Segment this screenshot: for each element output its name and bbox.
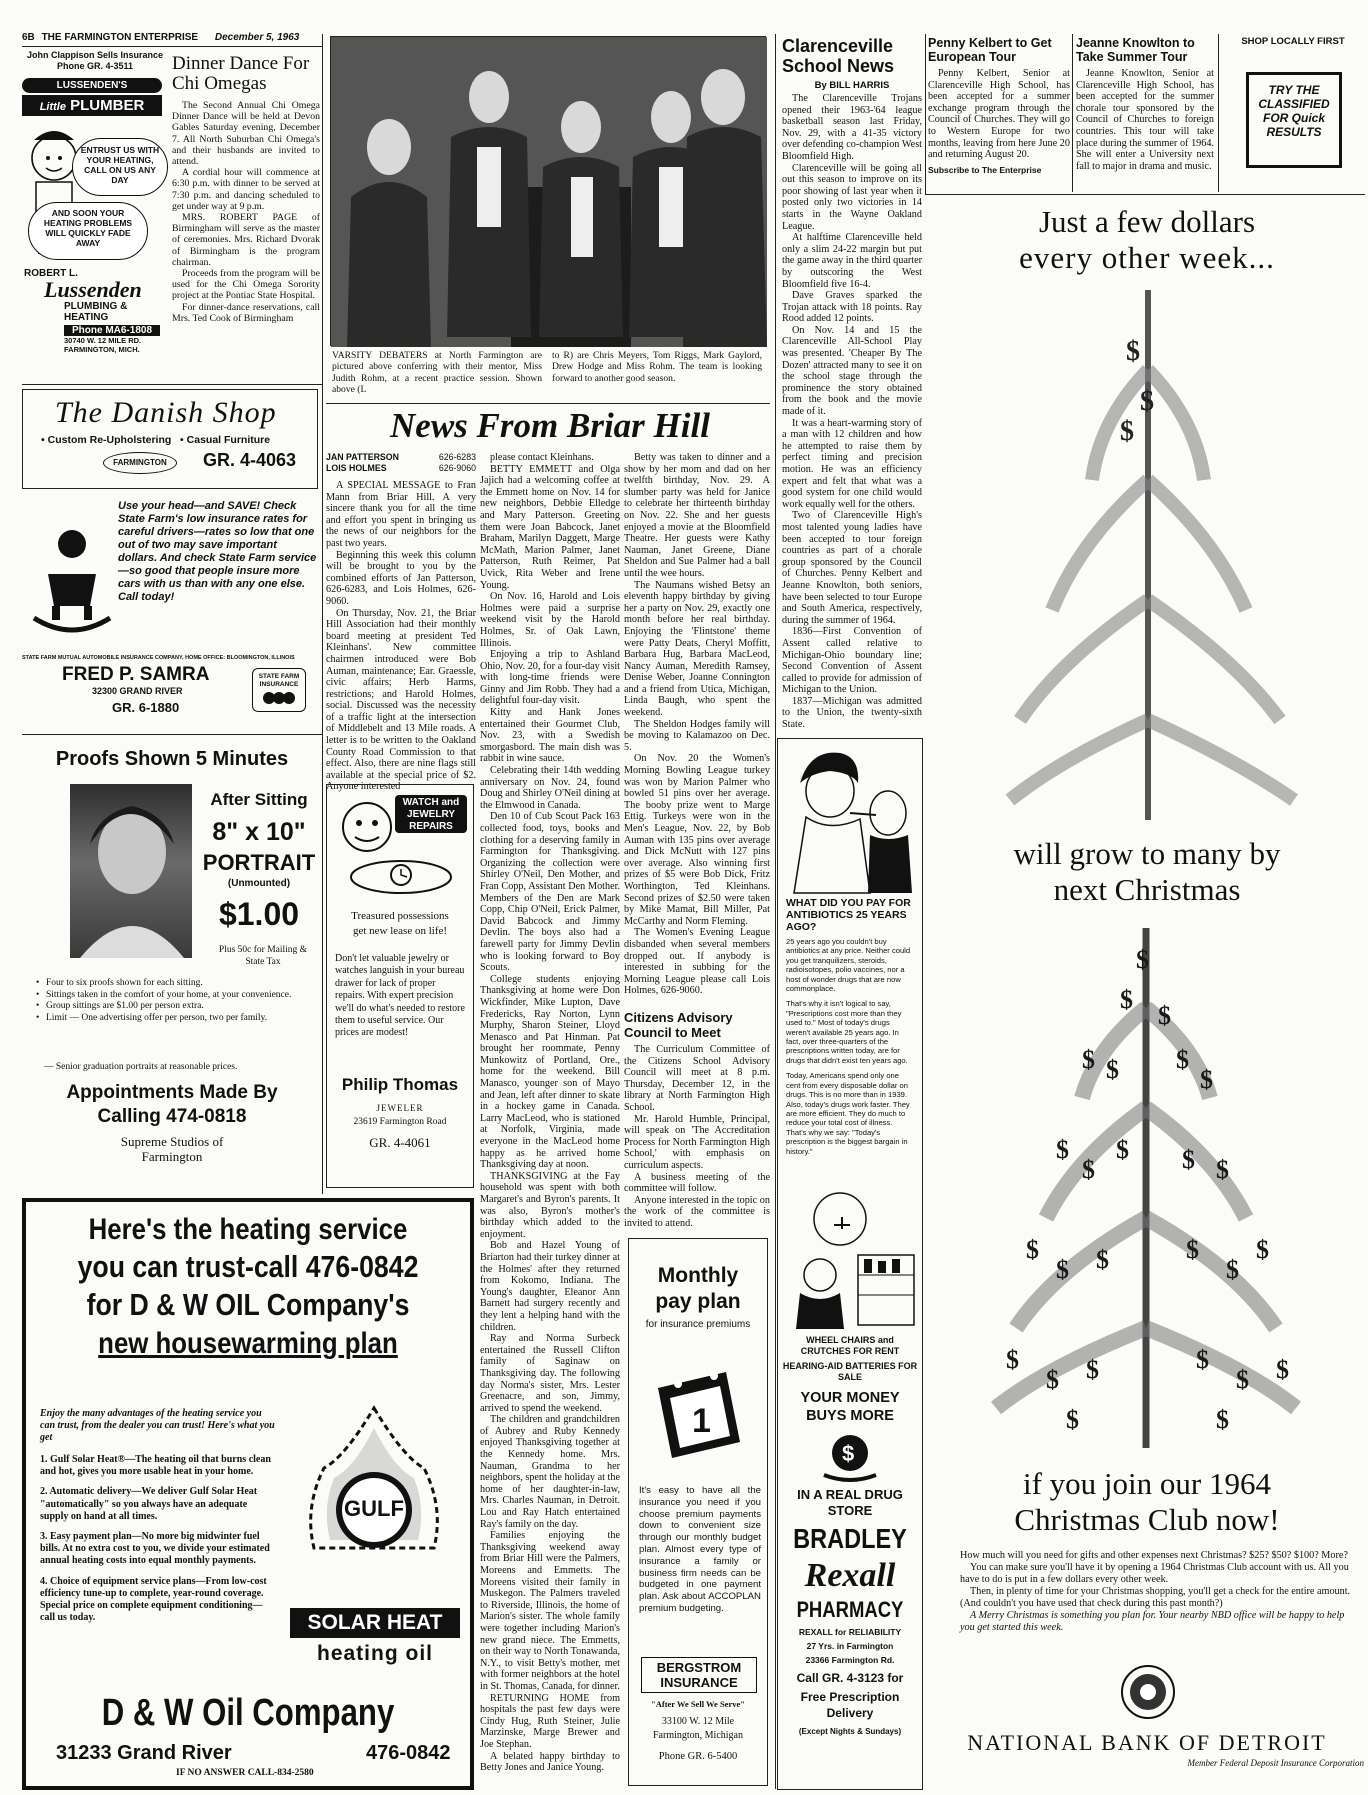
free-delivery: Free Prescription Delivery bbox=[800, 1690, 900, 1720]
bergstrom-ad bbox=[628, 1238, 768, 1786]
svg-text:$: $ bbox=[1126, 336, 1140, 367]
lussenden-banner: LUSSENDEN'S bbox=[22, 78, 162, 93]
appointments: Appointments Made By bbox=[66, 1082, 278, 1103]
drug-address: 23366 Farmington Rd. bbox=[805, 1655, 895, 1665]
svg-text:$: $ bbox=[1082, 1155, 1095, 1184]
penny-headline: Penny Kelbert to Get European Tour bbox=[928, 36, 1052, 64]
portrait-bullet: • Sittings taken in the comfort of your home, at your convenience. bbox=[36, 990, 320, 1002]
svg-text:$: $ bbox=[1056, 1255, 1069, 1284]
state-farm-badge: STATE FARM INSURANCE bbox=[252, 668, 306, 712]
gulf-logo: GULF bbox=[344, 1496, 404, 1521]
jeweler-icon bbox=[331, 791, 471, 901]
danish-shop-name: The Danish Shop bbox=[55, 396, 277, 429]
briar-hill-headline: News From Briar Hill bbox=[390, 406, 710, 445]
nbd-lower-2: Christmas Club now! bbox=[1014, 1502, 1280, 1537]
heating-oil: heating oil bbox=[317, 1642, 433, 1665]
drug-years: 27 Yrs. in Farmington bbox=[806, 1641, 894, 1651]
portrait-size: 8" x 10" bbox=[212, 818, 306, 846]
solar-heat: SOLAR HEAT bbox=[290, 1608, 460, 1638]
small-money-tree-icon bbox=[1000, 280, 1300, 820]
senior-note: — Senior graduation portraits at reasonable prices. bbox=[44, 1062, 238, 1072]
except-nights: (Except Nights & Sundays) bbox=[798, 1727, 902, 1736]
svg-text:$: $ bbox=[1140, 386, 1154, 417]
nbd-body: How much will you need for gifts and other expenses next Christmas? $25? $50? $100? More? You can make sure you'll have it by opening a 1964 Christmas Club account with us. All you have to do is put in a few dollars every other week. Then, in plenty of time for your Christmas shopping, you'll get a check for the entire amount. (And couldn't you have used that check during this past month?) A Merry Christmas is something you plan for. Your nearby NBD office will be happy to help you get started this week. bbox=[960, 1550, 1351, 1633]
drug-paragraphs: 25 years ago you couldn't buy antibiotics at any price. Neither could you get tranquilizers, steroids, radioisotopes, polio vaccines, nor a host of wonder drugs that are now commonplace. That's why it isn't logical to say, "Prescriptions cost more than they used to." Most of today's drugs weren't available 25 years ago. In fact, over three-quarters of the prescriptions written today, are for drugs that didn't exist ten years ago. Today, Americans spend only one cent from every disposable dollar on drugs. This is no more than in 1939. Also, today's drugs work faster. They are more efficient. They do much to reduce your total cost of illness. That's why we say: "Today's prescription is the biggest bargain in history." bbox=[786, 937, 911, 1156]
debaters-photo bbox=[330, 36, 766, 346]
little-plumber-logo: Little PLUMBER bbox=[22, 95, 162, 116]
dinner-dance-article: Dinner Dance For Chi Omegas The Second Annual Chi Omega Dinner Dance will be held at Devon Gables Saturday evening, December 7. All North Suburban Chi Omega's and their husbands are invited to attend. A cordial hour will commence at 6:30 p.m. with dinner to be served at 7:30 p.m. and dancing scheduled to get under way at 9 p.m. MRS. ROBERT PAGE of Birmingham will serve as the master of ceremonies. Mrs. Richard Dvorak of Birmingham is the program chairman. Proceeds from the program will be used for the Chi Omega Sorority project at the Pontiac State Hospital. For dinner-dance reservations, call Mrs. Ted Cook of Birmingham bbox=[172, 53, 320, 324]
nbd-christmas-ad bbox=[930, 198, 1364, 1790]
danish-phone: GR. 4-4063 bbox=[203, 450, 297, 470]
svg-text:$: $ bbox=[1226, 1255, 1239, 1284]
svg-text:$: $ bbox=[1200, 1065, 1213, 1094]
svg-text:$: $ bbox=[1182, 1145, 1195, 1174]
watch-tagline: Treasured possessions get new lease on life! bbox=[351, 910, 449, 937]
bergstrom-sub: for insurance premiums bbox=[645, 1319, 751, 1330]
state-farm-fine-print: STATE FARM MUTUAL AUTOMOBILE INSURANCE COMPANY, HOME OFFICE: BLOOMINGTON, ILLINOIS bbox=[22, 655, 295, 661]
nbd-headline-2: every other week... bbox=[1019, 240, 1275, 275]
nbd-bank-name: NATIONAL BANK OF DETROIT bbox=[967, 1730, 1327, 1755]
svg-text:$: $ bbox=[1216, 1155, 1229, 1184]
heating-headline-3: for D & W OIL Company's bbox=[86, 1287, 410, 1322]
svg-text:$: $ bbox=[842, 1441, 855, 1466]
coin-hand-icon bbox=[820, 1431, 880, 1481]
svg-text:$: $ bbox=[1120, 416, 1134, 447]
clarenceville-article: Clarenceville School News By BILL HARRIS The Clarenceville Trojans opened their 1963-'64 league basketball season last Friday, Nov. 29, with a 41-35 victory over defending co-champion West Bloomfield High. Clarenceville will be going all out this season to improve on its poor showing of last year when it posted only two victories in 14 starts in the Wayne Oakland League. At halftime Clarenceville held only a slim 24-22 margin but put the game away in the third quarter by outscoring the West Bloomfield five 16-4. Dave Graves sparked the Trojan attack with 18 points. Ray Rood added 12 points. On Nov. 14 and 15 the Clarenceville All-School Play was presented. 'Cheaper By The Dozen' attracted many to see it on the school stage through the prominence the story obtained from the book and the movie made of it. It was a heart-warming story of a man with 12 children and how he attempted to raise them by perfect timing and precision motion. He was an efficiency expert and felt that what was a good system for one child would work equally well for the others. Two of Clarenceville High's most talented young ladies have been accepted to tour foreign countries as part of a chorale group sponsored by the Council of Churches. Penny Kelbert and Jeanne Knowlton, both seniors, have been selected to tour Europe and South America, respectively, during the summer of 1964. 1836—First Convention of Assent called relative to Michigan-Ohio boundary line; Second Convention of Assent called to provide for admission of Michigan to the Union. 1837—Michigan was admitted to the Union, the twenty-sixth State. bbox=[782, 36, 922, 731]
agent-phone: GR. 6-1880 bbox=[112, 700, 180, 715]
classified-box: TRY THE CLASSIFIED FOR Quick RESULTS bbox=[1246, 72, 1342, 168]
danish-service-1: Custom Re-Upholstering bbox=[47, 434, 172, 446]
paper-name: THE FARMINGTON ENTERPRISE bbox=[41, 32, 199, 43]
svg-text:$: $ bbox=[1256, 1235, 1269, 1264]
heating-ad bbox=[22, 1198, 474, 1790]
clarenceville-headline: Clarenceville School News bbox=[782, 36, 895, 76]
drug-store-ad bbox=[777, 738, 923, 1790]
watch-body: Don't let valuable jewelry or watches languish in your bureau drawer for lack of proper repairs. With expert precision we'll do what's needed to restore them to useful service. Our prices are modest! bbox=[335, 953, 465, 1039]
svg-text:$: $ bbox=[1082, 1045, 1095, 1074]
portrait-photo bbox=[70, 784, 192, 958]
bergstrom-headline: Monthly pay plan bbox=[655, 1264, 741, 1313]
citizens-article: Citizens Advisory Council to Meet The Curriculum Committee of the Citizens School Advisory Council will meet at 8 p.m. Thursday, December 12, in the library at North Farmington High School. Mr. Harold Humble, Principal, will speak on 'The Accreditation Process for North Farmington High School,' with emphasis on curriculum aspects. A business meeting of the committee will follow. Anyone interested in the topic on the work of the committee is invited to attend. bbox=[624, 1010, 770, 1229]
real-drug-store: IN A REAL DRUG STORE bbox=[797, 1487, 903, 1518]
jeweler-title: JEWELER bbox=[376, 1103, 424, 1113]
jeweler-phone: GR. 4-4061 bbox=[369, 1135, 431, 1150]
jeanne-article: Jeanne Knowlton to Take Summer Tour Jeanne Knowlton, Senior at Clarenceville High School, has been accepted for the summer chorale tour sponsored by the Council of Churches to foreign countries. This tour will take place during the summer of 1964. She will enter a University next fall to major in drama and music. bbox=[1076, 36, 1214, 172]
portrait-price: $1.00 bbox=[218, 896, 300, 932]
studio-name: Supreme Studios of Farmington bbox=[120, 1134, 224, 1164]
nbd-lower-1: if you join our 1964 bbox=[1023, 1466, 1271, 1501]
portrait-plus: Plus 50c for Mailing & State Tax bbox=[218, 945, 308, 967]
page-number: 6B bbox=[22, 32, 35, 43]
dw-no-answer: IF NO ANSWER CALL-834-2580 bbox=[176, 1768, 314, 1778]
wheel-chairs: WHEEL CHAIRS and CRUTCHES FOR RENT bbox=[800, 1335, 900, 1356]
byline-1: JAN PATTERSON bbox=[326, 452, 399, 462]
money-buys-more: YOUR MONEY BUYS MORE bbox=[800, 1390, 900, 1424]
svg-text:$: $ bbox=[1066, 1405, 1079, 1434]
nbd-mid-1: will grow to many by bbox=[1013, 836, 1281, 871]
shop-locally: SHOP LOCALLY FIRST bbox=[1241, 36, 1345, 47]
clarenceville-byline: By BILL HARRIS bbox=[814, 80, 890, 91]
masthead bbox=[22, 32, 322, 46]
state-farm-copy: Use your head—and SAVE! Check State Farm's low insurance rates for careful drivers—rates so low that one out of two may save important dollars. And check State Farm service—so good that people insure more cars with us than with any one else. Call today! bbox=[118, 500, 317, 603]
watch-repair-ad bbox=[326, 784, 474, 1188]
agent-name: FRED P. SAMRA bbox=[62, 664, 210, 685]
bergstrom-address: 33100 W. 12 Mile Farmington, Michigan bbox=[653, 1716, 743, 1741]
dinner-dance-headline: Dinner Dance For Chi Omegas bbox=[172, 53, 310, 94]
unmounted-label: (Unmounted) bbox=[227, 878, 291, 889]
svg-text:$: $ bbox=[1158, 1001, 1171, 1030]
bergstrom-phone: Phone GR. 6-5400 bbox=[658, 1751, 738, 1762]
danish-shop-ad: The Danish Shop • Custom Re-Upholstering • Casual Furniture FARMINGTON GR. 4-4063 bbox=[22, 389, 318, 489]
bergstrom-motto: "After We Sell We Serve" bbox=[651, 1699, 745, 1709]
svg-text:$: $ bbox=[1236, 1365, 1249, 1394]
briar-col-2: please contact Kleinhans. BETTY EMMETT and Olga Jajich had a welcoming coffee at the Emmett home on Nov. 14 for new neighbors, Debbie Elledge and Mary Patterson. Greeting them were Joan Babcock, Janet Braham, Marilyn Daggett, Marge McMath, Marion Palmer, Janet Patterson, Ruth Reimer, Pat Uvick, Rita Weber and Irene Young. On Nov. 16, Harold and Lois Holmes were paid a surprise weekend visit by the Harold Holmes, Sr. of Oak Lawn, Illinois. Enjoying a trip to Ashland Ohio, Nov. 20, for a four-day visit with long-time friends were Ginny and Jim Robb. They had a delightful four-day visit. Kitty and Hank Jones entertained their Gourmet Club, Nov. 23, with a Swedish smorgasbord. The main dish was rabbit in wine sauce. Celebrating their 14th wedding anniversary on Nov. 24, found Doug and Shirley O'Neil dining at the Elmwood in Canada. Den 10 of Cub Scout Pack 163 collected food, toys, books and clothing for a deserving family in Farmington for Thanksgiving. Organizing the collection were Shirley O'Neil, Den Mother, and Fran Copp, Assistant Den Mother. Members of the Den are Mark Copp, Chip O'Neil, Erick Palmer, David Babcock and Jimmy Devlin. The boys also had a farewell party for Jimmy Devlin who is looking forward to Boy Scouts. College students enjoying Thanksgiving at home were Don Wickfinder, Mike Lupton, Dave Fredericks, Ray Norton, Lynn Murphy, Sharon Steiner, Lloyd Menasco and Pat Hinman. Pat brought her roommate, Penny Munkowitz of Portland, Ore., home for the weekend. Bill Manasco, younger son of Mayo and Jean, left after dinner to skate in a hockey game in Canada. Larry MacLeod, who is stationed at Norfolk, Virginia, made everyone in the MacLeod home happy as he arrived home Thanksgiving day at noon. THANKSGIVING at the Fay household was spent with both Margaret's and Byron's parents. It was also, Byron's mother's birthday which added to the enjoyment. Bob and Hazel Young of Briarton had their turkey dinner at the Holmes' after they returned from Kokomo, Indiana. The Young's daughter, Eleanor Ann Barnett had surgery recently and they lent a helping hand with the children. Ray and Norma Surbeck entertained the Russell Clifton family of Saginaw on Thanksgiving day. The following day Norma's sister, Mrs. Lester Greenacre, and son, Jimmy, arrived to spend the weekend. The children and grandchildren of Aubrey and Ruby Kennedy enjoyed Thanksgiving together at the Kennedy home. Mrs. Nauman, Grandma to her neighbors, spent the holiday at the home of her daughter-in-law, Mrs. Charles Nauman, in Detroit. Lou and Ray Hatch entertained Ray's family on the day. Families enjoying the Thanksgiving weekend away from Briar Hill were the Palmers, Moreens and Emmetts. The Moreens visited their family in Muskegon. The Palmers traveled to Riverside, Illinois, the home of Marion's sister. The whole family were together including Marion's new grand niece. The Emmetts, on their way to North Tonawanda, N.Y., to visit Betty's mother, met with former neighbors at the hotel in St. Thomas, Canada, for dinner. RETURNING HOME from hospitals the past few days were Cindy Hug, Ruth Steiner, Julie Marzinske, Marge Brewer and Joe Stephan. A belated happy birthday to Betty Jones and Janice Young. bbox=[480, 452, 620, 1774]
rexall-logo: Rexall bbox=[804, 1557, 896, 1594]
agent-address: 32300 GRAND RIVER bbox=[92, 686, 183, 696]
nbd-mid-2: next Christmas bbox=[1053, 872, 1241, 907]
svg-text:$: $ bbox=[1276, 1355, 1289, 1384]
svg-text:$: $ bbox=[1046, 1365, 1059, 1394]
doctor-child-illustration bbox=[780, 743, 920, 893]
bergstrom-name: BERGSTROM INSURANCE bbox=[641, 1657, 757, 1693]
penny-article: Penny Kelbert to Get European Tour Penny Kelbert, Senior at Clarenceville High School, has been accepted for a summer exchange program through the Council of Churches. They will go to Western Europe for two months, leaving from here June 20 and returning August 20. Subscribe to The Enterprise bbox=[928, 36, 1070, 175]
after-sitting: After Sitting bbox=[210, 790, 308, 809]
portrait-bullets bbox=[36, 978, 320, 1068]
state-farm-ad bbox=[22, 496, 322, 728]
bradley: BRADLEY bbox=[793, 1523, 907, 1554]
svg-text:$: $ bbox=[1136, 945, 1149, 974]
heating-headline-1: Here's the heating service bbox=[88, 1213, 408, 1246]
photo-caption bbox=[330, 350, 766, 400]
jeanne-headline: Jeanne Knowlton to Take Summer Tour bbox=[1076, 36, 1195, 64]
appointments-phone: Calling 474-0818 bbox=[97, 1106, 247, 1127]
rexall-reliability: REXALL for RELIABILITY bbox=[798, 1627, 902, 1637]
citizens-headline: Citizens Advisory Council to Meet bbox=[624, 1010, 733, 1040]
heating-items: 1. Gulf Solar Heat®—The heating oil that burns clean and hot, gives you more usable heat in your home. 2. Automatic delivery—We deliver Gulf Solar Heat "automatically" so you always have an adequate supply on hand at all times. 3. Easy payment plan—No more big midwinter fuel bills. At no extra cost to you, we divide your estimated annual heating costs into equal monthly payments. 4. Choice of equipment service plans—From low-cost efficiency tune-up to complete, year-round coverage. Special price on complete equipment conditioning—call us today. bbox=[40, 1454, 271, 1624]
svg-text:$: $ bbox=[1176, 1045, 1189, 1074]
caption-col-1: VARSITY DEBATERS at North Farmington are pictured above conferring with their mentor, Miss Judith Rohm, at a recent practice session. Shown above (L bbox=[332, 350, 542, 396]
danish-service-2: Casual Furniture bbox=[186, 434, 271, 446]
drug-call: Call GR. 4-3123 for bbox=[796, 1671, 904, 1685]
heating-headline-2: you can trust-call 476-0842 bbox=[77, 1249, 419, 1284]
portrait-ad bbox=[22, 740, 322, 1194]
calendar-icon bbox=[648, 1358, 748, 1468]
lussenden-signature: ROBERT L. Lussenden PLUMBING & HEATING Phone MA6-1808 30740 W. 12 MILE RD. FARMINGTON, MICH. bbox=[24, 268, 166, 376]
large-money-tree-icon bbox=[986, 928, 1306, 1448]
farmington-logo: FARMINGTON bbox=[103, 452, 177, 474]
svg-text:$: $ bbox=[1096, 1245, 1109, 1274]
svg-text:$: $ bbox=[1006, 1345, 1019, 1374]
svg-text:$: $ bbox=[1106, 1055, 1119, 1084]
briar-col-3: Betty was taken to dinner and a show by her mom and dad on her twelfth birthday, Nov. 29. A slumber party was held for Janice to celebrate her thirteenth birthday on Nov. 22. She and her guests enjoyed a movie at the Bloomfield Theatre. Her guests were Kathy Nauman, Janet Greene, Diane Sheldon and Sue Palmer had a ball until the wee hours. The Naumans wished Betsy an eleventh happy birthday by giving her a party on Nov. 29, exactly one month before her real birthday. Enjoying the 'Flintstone' theme were Patty Deats, Cheryl Moffitt, Barbara Hug, Barbara MacLeod, Nancy Auman, Meredith Ramsey, Denise Weber, Joanne Connington and a friend from Utica, Michigan, Linda Baugh, who spent the weekend. The Sheldon Hodges family will be moving to Kalamazoo on Dec. 5. On Nov. 20 the Women's Morning Bowling League turkey was won by Marion Palmer who bowled 51 pins over her average. The booby prize went to Marge Ettig. Turkeys were won in the Men's League, Nov. 22, by Bob Auman with 135 pins over average and Dick McNutt with 127 pins over average. Also winning first prizes of $5 were Bob Dick, Fritz Worthington, Ted Kleinhans. Second prizes of $2.50 were taken by Mike Mamat, Bill Miller, Pat McCarthy and Norm Fleming. The Women's Evening League disbanded when several members dropped out. If anybody is interested in subbing for the Morning League please call Lois Holmes, 626-9060. bbox=[624, 452, 770, 997]
watch-banner: WATCH and JEWELRY REPAIRS bbox=[395, 795, 467, 833]
svg-text:$: $ bbox=[1026, 1235, 1039, 1264]
lussenden-bubble-2: AND SOON YOUR HEATING PROBLEMS WILL QUICKLY FADE AWAY bbox=[28, 202, 148, 260]
portrait-bullet: • Group sittings are $1.00 per person extra. bbox=[36, 1001, 320, 1013]
svg-text:1: 1 bbox=[692, 1402, 711, 1440]
philip-thomas: Philip Thomas bbox=[341, 1075, 459, 1094]
clappison-ad: John Clappison Sells Insurance Phone GR. 4-3511 bbox=[26, 50, 164, 71]
lussenden-bubble-1: ENTRUST US WITH YOUR HEATING, CALL ON US ANY DAY bbox=[72, 138, 168, 196]
issue-date: December 5, 1963 bbox=[214, 32, 300, 43]
bergstrom-body: It's easy to have all the insurance you need if you choose premium payments down to convenient size through our monthly budget plan. Almost every type of insurance a family or business firm needs can be budgeted in one payment plan. Ask about ACCOPLAN premium budgeting. bbox=[639, 1485, 761, 1614]
nbd-member: Member Federal Deposit Insurance Corporation bbox=[1187, 1758, 1364, 1768]
portrait-bullet: • Limit — One advertising offer per person, two per family. bbox=[36, 1013, 320, 1025]
portrait-bullet: • Four to six proofs shown for each sitting. bbox=[36, 978, 320, 990]
byline-2: LOIS HOLMES bbox=[326, 463, 387, 473]
jeweler-address: 23619 Farmington Road bbox=[353, 1117, 447, 1127]
briar-col-1: A SPECIAL MESSAGE to Fran Mann from Briar Hill. A very sincere thank you for all the time and effort you spent in bringing us the news of our neighbors for the past two years. Beginning this week this column will be brought to you by the combined efforts of Jan Patterson, 626-6283, and Lois Holmes, 626-9060. On Thursday, Nov. 21, the Briar Hill Association had their monthly board meeting at president Ted Kleinhans'. New committee chairmen introduced were Bob Auman, maintenance; Ear. Graessle, civic affairs; Herb Harms, restrictions; and Harold Holmes, social. Discussed was the necessity of a traffic light at the intersection of Middlebelt and 13 Mile roads. A letter is to be written to the Oakland County Road Commission to that effect. Also, there are nine flags still available at the special price of $2. Anyone interested bbox=[326, 480, 476, 793]
svg-text:$: $ bbox=[1216, 1405, 1229, 1434]
rocking-horse-icon bbox=[26, 522, 116, 642]
nbd-headline-1: Just a few dollars bbox=[1038, 204, 1256, 239]
heating-headline-4: new housewarming plan bbox=[98, 1327, 398, 1360]
dw-phone: 476-0842 bbox=[366, 1742, 451, 1764]
nbd-seal-icon bbox=[1118, 1662, 1178, 1722]
briar-bylines: JAN PATTERSON 626-6283 LOIS HOLMES 626-9060 bbox=[326, 452, 476, 473]
portrait-label: PORTRAIT bbox=[202, 850, 316, 875]
dw-company: D & W Oil Company bbox=[101, 1692, 395, 1734]
svg-text:$: $ bbox=[1116, 1135, 1129, 1164]
heating-intro: Enjoy the many advantages of the heating service you can trust, from the dealer you can trust! Here's what you get bbox=[40, 1408, 275, 1443]
caption-col-2: to R) are Chris Meyers, Tom Riggs, Mark Gaylord, Drew Hodge and Miss Rohm. The team is looking forward to another good season. bbox=[552, 350, 762, 384]
pharmacy: PHARMACY bbox=[796, 1597, 904, 1622]
svg-text:$: $ bbox=[1086, 1355, 1099, 1384]
antibiotics-headline: WHAT DID YOU PAY FOR ANTIBIOTICS 25 YEARS AGO? bbox=[786, 897, 911, 933]
lussenden-ad bbox=[22, 78, 168, 378]
proofs-headline: Proofs Shown 5 Minutes bbox=[55, 748, 289, 770]
hearing-aid: HEARING-AID BATTERIES FOR SALE bbox=[782, 1361, 918, 1382]
dw-address: 31233 Grand River bbox=[56, 1742, 232, 1764]
svg-text:$: $ bbox=[1120, 985, 1133, 1014]
svg-text:$: $ bbox=[1186, 1235, 1199, 1264]
svg-text:$: $ bbox=[1196, 1345, 1209, 1374]
subscribe-line: Subscribe to The Enterprise bbox=[928, 164, 1042, 175]
svg-text:$: $ bbox=[1056, 1135, 1069, 1164]
pharmacist-illustration bbox=[780, 1179, 920, 1329]
